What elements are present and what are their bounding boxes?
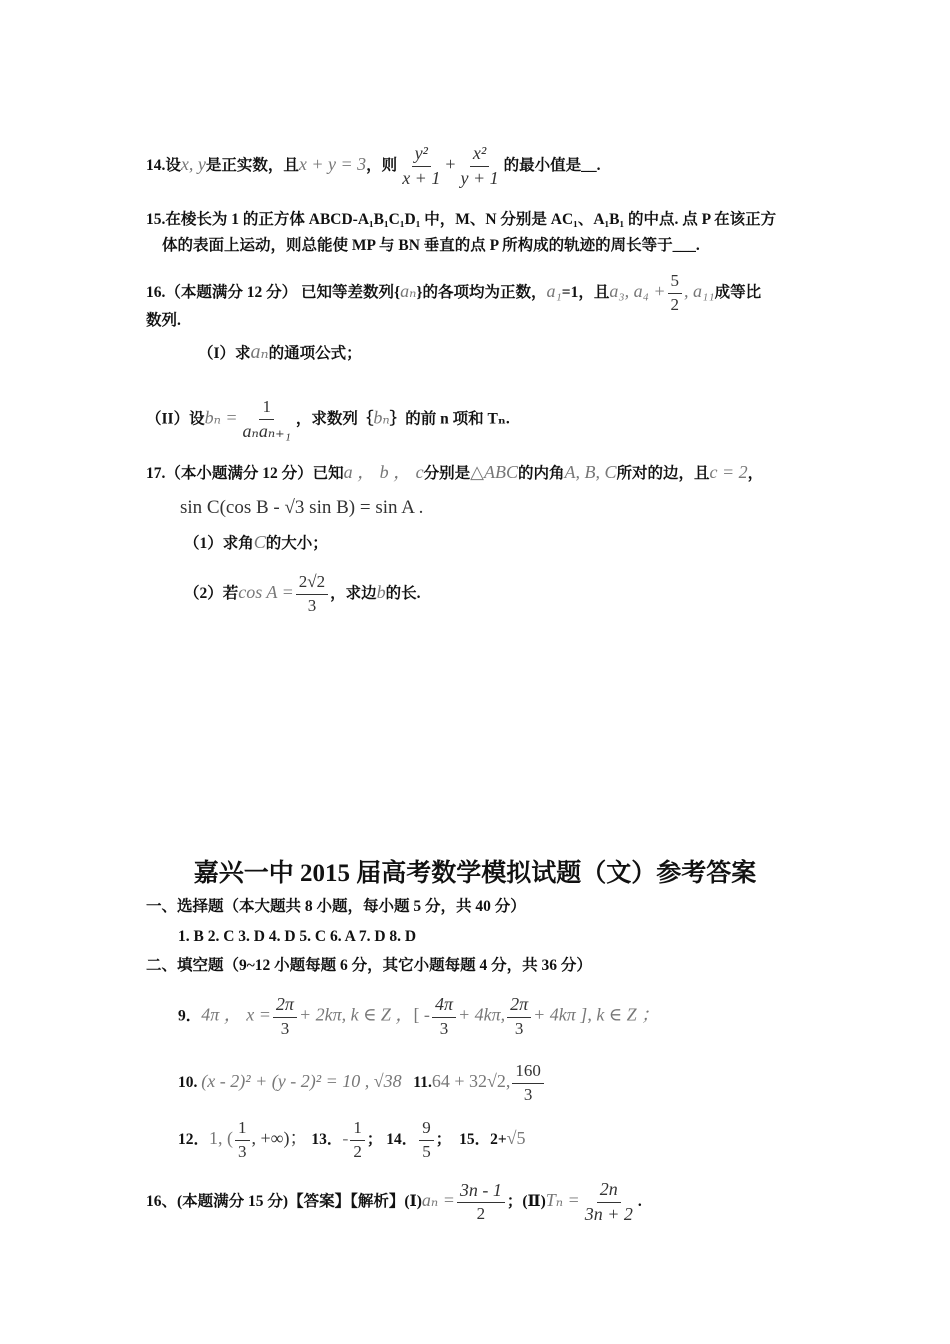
question-17-part2: （2）若cos A = $\frac{2√2}{3}$ ，求边b的长. [184,572,421,615]
fraction: $\frac{\text{x²}}{y + 1}$ [460,143,499,188]
question-14: 14.设x, y是正实数，且x + y = 3，则 $\frac{\text{y²}}{x + 1}$ + $\frac{\text{x²}}{y + 1}$ 的最小值是__. [146,143,601,188]
fraction: $\frac{5}{2}$ [668,272,683,314]
section-choice: 一、选择题（本大题共 8 小题，每小题 5 分，共 40 分） [146,898,526,915]
section-fill: 二、填空题（9~12 小题每题 6 分，其它小题每题 4 分，共 36 分） [146,957,592,974]
question-17: 17.（本小题满分 12 分）已知a ， b ， c分别是△ABC的内角A, B, C所对的边，且c = 2， [146,462,764,482]
choice-answers: 1. B 2. C 3. D 4. D 5. C 6. A 7. D 8. D [178,928,417,945]
fraction: $\frac{3n - 1}{2}$ [457,1181,505,1224]
fraction: $\frac{2√2}{3}$ [296,573,328,615]
fraction: $\frac{2\pi}{3}$ [273,995,297,1038]
answer-9: 9．4π ， x = $\frac{2\pi}{3}$ + 2kπ, k ∈ Z ，[ - $\frac{4\pi}{3}$ + 4kπ, $\frac{2\pi}{3}$ + 4kπ ], k ∈ Z ； [178,994,660,1038]
question-16-part1: （I）求aₙ的通项公式； [198,341,362,363]
fraction: $\frac{2n}{3n + 2}$ [584,1179,633,1224]
fraction: $\frac{1}{\text{aₙaₙ₊₁}}$ [242,397,291,441]
fraction: $\frac{1}{2}$ [350,1119,365,1161]
answer-12-15: 12．1, ( $\frac{1}{3}$ , +∞)； 13．- $\frac{1}{2}$ ； 14． $\frac{9}{5}$ ； 15．2+√5 [178,1118,526,1161]
fraction: $\frac{\text{y²}}{x + 1}$ [402,143,441,188]
answer-16: 16、(本题满分 15 分)【答案】【解析】(Ⅰ)aₙ = $\frac{3n - 1}{2}$ ；(Ⅱ)Tₙ = $\frac{2n}{3n + 2}$ . [146,1179,642,1224]
fraction: $\frac{9}{5}$ [419,1119,434,1161]
fraction: $\frac{4\pi}{3}$ [432,995,456,1038]
question-17-equation: sin C(cos B - √3 sin B) = sin A . [180,497,424,518]
question-15-line2: 体的表面上运动，则总能使 MP 与 BN 垂直的点 P 所构成的轨迹的周长等于___. [162,237,700,254]
fraction: $\frac{1}{3}$ [235,1119,250,1161]
answer-title: 嘉兴一中 2015 届高考数学模拟试题（文）参考答案 [193,860,757,887]
answer-10-11: 10. (x - 2)² + (y - 2)² = 10 , √38 11.64 + 32√2, $\frac{160}{3}$ [178,1062,546,1104]
question-16-line2: 数列. [146,312,181,329]
question-16-part2: （II）设bₙ = $\frac{1}{\text{aₙaₙ₊₁}}$ ，求数列｛bₙ｝的前 n 项和 Tₙ. [146,397,510,441]
question-16: 16.（本题满分 12 分） 已知等差数列{aₙ}的各项均为正数，a₁=1，且a₃, a₄ + $\frac{5}{2}$ , a₁₁成等比 [146,271,762,314]
question-15-line1: 15.在棱长为 1 的正方体 ABCD-A₁B₁C₁D₁ 中，M、N 分别是 AC₁、A₁B₁ 的中点. 点 P 在该正方 [146,211,777,228]
fraction: $\frac{160}{3}$ [512,1062,544,1104]
question-17-part1: （1）求角C的大小； [184,532,328,552]
fraction: $\frac{2\pi}{3}$ [507,995,531,1038]
